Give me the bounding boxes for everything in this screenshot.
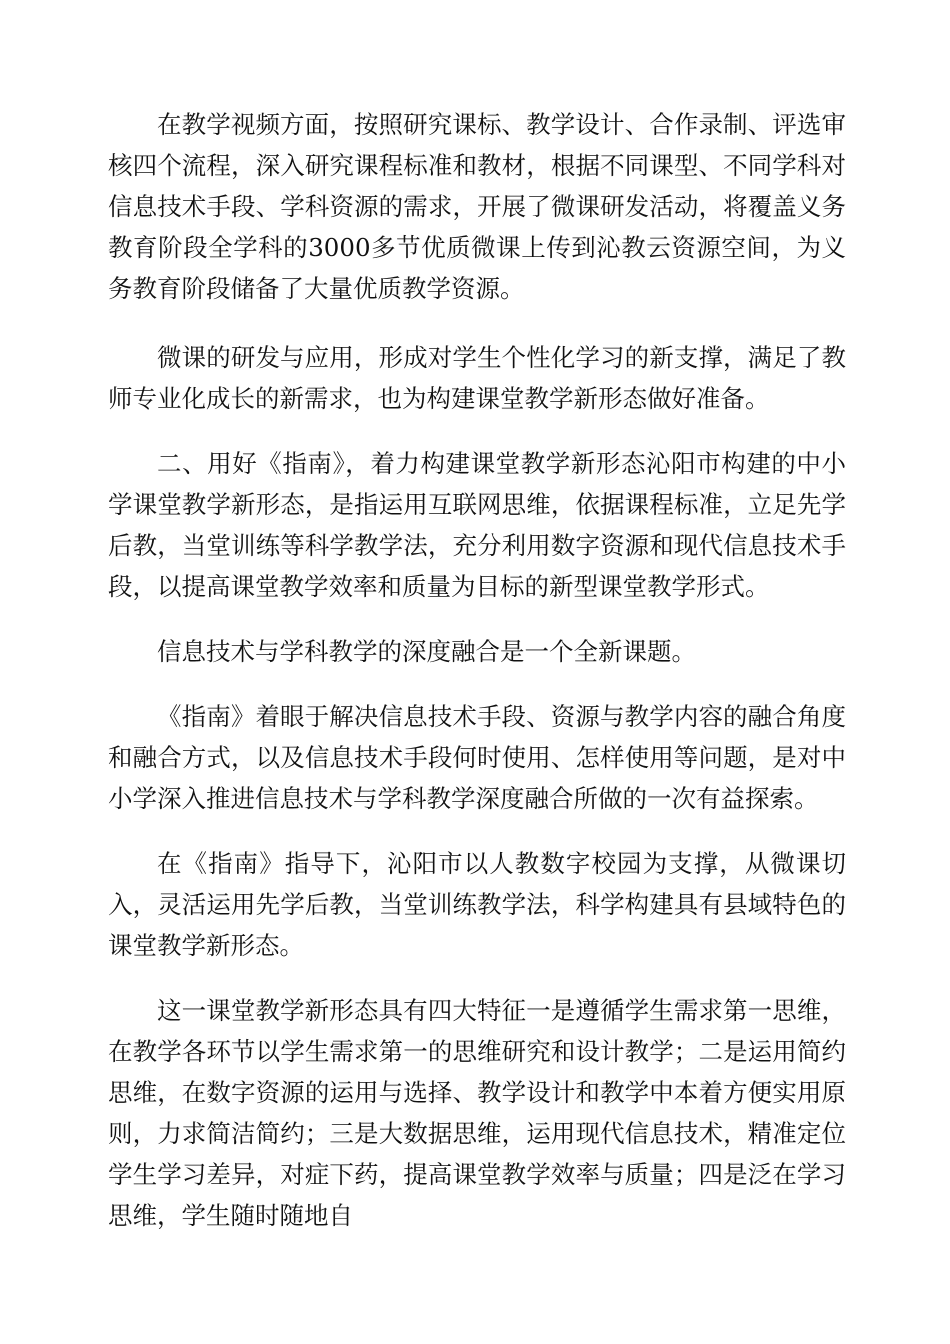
paragraph-teaching-video: 在教学视频方面，按照研究课标、教学设计、合作录制、评选审核四个流程，深入研究课程标准和教材，根据不同课型、不同学科对信息技术手段、学科资源的需求，开展了微课研发活动，将覆盖义务教育阶段全学科的3000多节优质微课上传到沁教云资源空间，为义务教育阶段储备了大量优质教学资源。: [108, 110, 846, 303]
paragraph-integration-topic: 信息技术与学科教学的深度融合是一个全新课题。: [157, 637, 696, 666]
paragraph-four-features: 这一课堂教学新形态具有四大特征一是遵循学生需求第一思维，在教学各环节以学生需求第一的思维研究和设计教学；二是运用简约思维，在数字资源的运用与选择、教学设计和教学中本着方便实用原则，力求简洁简约；三是大数据思维，运用现代信息技术，精准定位学生学习差异，对症下药，提高课堂教学效率与质量；四是泛在学习思维，学生随时随地自: [108, 996, 846, 1230]
document-body: [108, 104, 846, 1236]
paragraph-guide-focus: 《指南》着眼于解决信息技术手段、资源与教学内容的融合角度和融合方式，以及信息技术手段何时使用、怎样使用等问题，是对中小学深入推进信息技术与学科教学深度融合所做的一次有益探索。: [108, 702, 846, 813]
paragraph-micro-lesson: 微课的研发与应用，形成对学生个性化学习的新支撑，满足了教师专业化成长的新需求，也为构建课堂教学新形态做好准备。: [108, 343, 846, 413]
paragraph-section-two-heading: 二、用好《指南》，着力构建课堂教学新形态沁阳市构建的中小学课堂教学新形态，是指运用互联网思维，依据课程标准，立足先学后教，当堂训练等科学教学法，充分利用数字资源和现代信息技术手段，以提高课堂教学效率和质量为目标的新型课堂教学形式。: [108, 449, 846, 601]
paragraph-guide-direction: 在《指南》指导下，沁阳市以人教数字校园为支撑，从微课切入，灵活运用先学后教，当堂训练教学法，科学构建具有县域特色的课堂教学新形态。: [108, 849, 846, 960]
